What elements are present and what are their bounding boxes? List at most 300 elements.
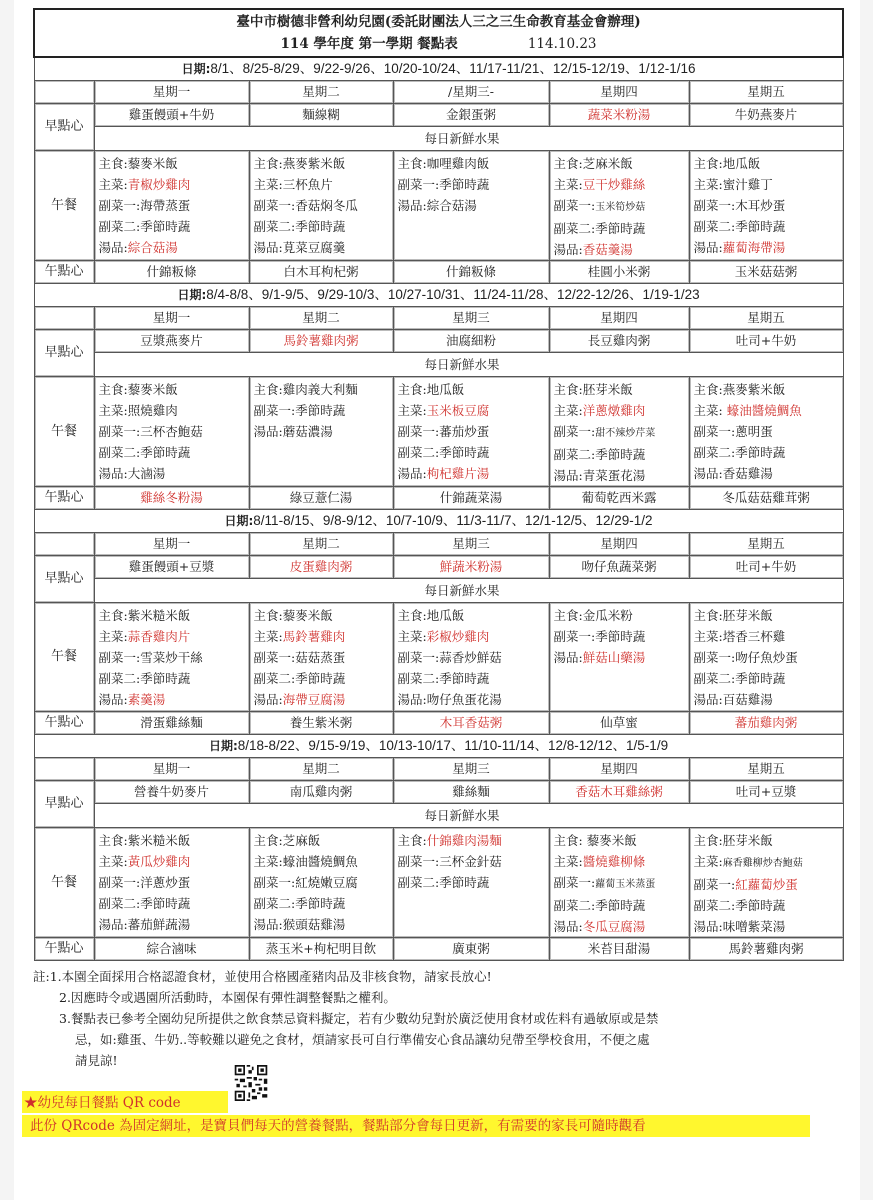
dish-name: 豆干炒雞絲 [582,177,646,192]
dish-category: 副菜一: [253,403,296,418]
dish-line [99,463,245,484]
dish-line [398,668,545,689]
dish-name: 海帶豆腐湯 [282,692,346,707]
lunch-menu [249,377,393,487]
daily-fruit: 每日新鮮水果 [94,579,843,603]
dish-category: 副菜一: [98,875,141,890]
dish-line [398,174,545,195]
dish-name: 雞肉義大利麵 [282,382,358,397]
fruit-row [34,804,843,828]
dish-category: 主食: [553,833,583,848]
dish-name: 雪菜炒干絲 [140,650,203,665]
dish-name: 味噌紫菜湯 [722,919,786,934]
snack-row [34,261,843,284]
breakfast-label: 早點心 [34,330,94,377]
dish-name: 馬鈴薯雞肉 [282,629,346,644]
week-date-row [34,284,843,307]
dish-line [554,851,685,872]
weekday-header: 星期四 [549,81,689,104]
dish-category: 主菜: [98,177,128,192]
dish-line [554,605,685,626]
dish-line [254,379,389,400]
lunch-row [34,151,843,261]
dish-name: 蔥明蛋 [735,424,773,439]
date-ranges: 8/1、8/25-8/29、9/22-9/26、10/20-10/24、11/17-11/21、12/15-12/19、1/12-1/16 [210,61,696,76]
corner-cell [34,533,94,556]
dish-name: 地瓜飯 [426,382,465,397]
dish-category: 副菜一: [553,875,596,890]
dish-category: 湯品: [98,466,128,481]
dish-line [694,874,839,895]
dish-name: 木耳炒蛋 [735,198,786,213]
breakfast-item: 麵線糊 [249,104,393,127]
dish-category: 副菜一: [397,854,440,869]
weekday-header: 星期三 [393,307,549,330]
dish-category: 湯品: [693,466,723,481]
dish-line [99,689,245,710]
dish-name: 季節時蔬 [735,671,786,686]
dish-category: 主食: [693,156,723,171]
lunch-menu [549,151,689,261]
dish-category: 主食: [253,608,283,623]
breakfast-label: 早點心 [34,781,94,828]
snack-item: 蒸玉米+枸杞明目飲 [249,938,393,961]
dish-name: 蠔油醬燒鯛魚 [282,854,358,869]
dish-category: 主菜: [98,854,128,869]
dish-category: 主食: [397,382,427,397]
dish-category: 副菜一: [98,198,141,213]
dish-name: 海帶蒸蛋 [140,198,191,213]
title-block [34,9,843,57]
breakfast-item: 雞蛋饅頭+豆漿 [94,556,249,579]
dish-category: 主菜: [693,403,723,418]
dish-name: 綜合菇湯 [127,240,178,255]
dish-category: 主食: [553,608,583,623]
dish-category: 副菜二: [693,898,736,913]
dish-category: 副菜一: [253,875,296,890]
week-date-row [34,57,843,81]
dish-name: 金瓜米粉 [582,608,633,623]
dish-name: 季節時蔬 [735,445,786,460]
weekday-header: 星期二 [249,758,393,781]
breakfast-label: 早點心 [34,556,94,603]
weekday-header: 星期二 [249,533,393,556]
dish-line [554,626,685,647]
breakfast-item: 雞蛋饅頭+牛奶 [94,104,249,127]
dish-name: 紫米糙米飯 [127,608,191,623]
daily-fruit: 每日新鮮水果 [94,804,843,828]
dish-line [254,195,389,216]
dish-line [99,668,245,689]
weekday-header: 星期三 [393,533,549,556]
notes [33,966,843,1071]
dish-line [254,851,389,872]
dish-name: 咖哩雞肉飯 [426,156,490,171]
lunch-row [34,828,843,938]
dish-line [398,379,545,400]
dish-line [694,379,839,400]
dish-name: 藜麥米飯 [127,156,178,171]
lunch-menu [249,828,393,938]
dish-line [694,605,839,626]
lunch-menu [94,828,249,938]
dish-name: 季節時蔬 [295,896,346,911]
qr-code[interactable] [233,1063,269,1103]
snack-item: 綠豆薏仁湯 [249,487,393,510]
dish-category: 副菜一: [397,424,440,439]
dish-name: 蠔油醬燒鯛魚 [722,403,802,418]
lunch-menu [249,151,393,261]
dish-category: 主菜: [253,629,283,644]
dish-line [554,195,685,218]
snack-item: 雞絲冬粉湯 [94,487,249,510]
breakfast-item: 鮮蔬米粉湯 [393,556,549,579]
dish-name: 香菇雞湯 [722,466,773,481]
dish-line [254,914,389,935]
dish-name: 紅燒嫩豆腐 [295,875,358,890]
dish-line [99,914,245,935]
lunch-label: 午餐 [34,377,94,487]
dish-category: 副菜一: [253,650,296,665]
dish-category: 湯品: [253,917,283,932]
dish-category: 副菜二: [553,447,596,462]
dish-name: 蒜香雞肉片 [127,629,191,644]
dish-category: 主食: [397,608,427,623]
breakfast-item: 香菇木耳雞絲粥 [549,781,689,804]
dish-name: 吻仔魚蛋花湯 [426,692,502,707]
lunch-menu [393,603,549,712]
dish-line [694,216,839,237]
lunch-menu [549,828,689,938]
dish-line [554,400,685,421]
dish-line [398,400,545,421]
dish-category: 湯品: [397,692,427,707]
lunch-menu [549,603,689,712]
dish-line [554,218,685,239]
dish-line [99,647,245,668]
dish-category: 主食: [98,833,128,848]
lunch-menu [689,377,843,487]
dish-line [254,421,389,442]
weekday-header: /星期三- [393,81,549,104]
dish-name: 地瓜飯 [426,608,465,623]
snack-item: 養生紫米粥 [249,712,393,735]
weekday-header-row [34,81,843,104]
dish-line [99,442,245,463]
dish-line [254,216,389,237]
snack-item: 玉米菇菇粥 [689,261,843,284]
dish-name: 青菜蛋花湯 [582,468,646,483]
dish-line [554,153,685,174]
weekday-header: 星期五 [689,758,843,781]
dish-name: 藜麥米飯 [282,608,333,623]
lunch-menu [94,151,249,261]
dish-category: 副菜二: [693,219,736,234]
dish-category: 湯品: [693,692,723,707]
dish-category: 副菜二: [397,445,440,460]
dish-name: 季節時蔬 [140,671,191,686]
lunch-menu [393,377,549,487]
dish-line [254,626,389,647]
breakfast-item: 吐司+牛奶 [689,556,843,579]
snack-item: 冬瓜菇菇雞茸粥 [689,487,843,510]
dish-name: 三杯杏鮑菇 [140,424,203,439]
dish-name: 季節時蔬 [140,896,191,911]
dish-category: 副菜一: [397,650,440,665]
breakfast-item: 皮蛋雞肉粥 [249,556,393,579]
dish-line [554,174,685,195]
dish-line [254,668,389,689]
dish-line [694,916,839,937]
dish-line [254,689,389,710]
dish-line [254,174,389,195]
weekday-header-row [34,533,843,556]
dish-name: 季節時蔬 [439,445,490,460]
dish-category: 主食: [98,156,128,171]
breakfast-item: 吐司+豆漿 [689,781,843,804]
week-dates [34,510,843,533]
dish-line [694,668,839,689]
lunch-label: 午餐 [34,603,94,712]
dish-line [99,626,245,647]
lunch-menu [94,603,249,712]
dish-name: 彩椒炒雞肉 [426,629,490,644]
dish-category: 主食: [98,382,128,397]
snack-item: 葡萄乾西米露 [549,487,689,510]
date-ranges: 8/11-8/15、9/8-9/12、10/7-10/9、11/3-11/7、12/1-12/5、12/29-1/2 [253,513,653,528]
dish-name: 季節時蔬 [595,629,646,644]
dish-line [694,174,839,195]
dish-line [398,605,545,626]
dish-line [554,830,685,851]
dish-name: 季節時蔬 [595,898,646,913]
dish-line [694,830,839,851]
dish-line [554,647,685,668]
dish-name: 胚芽米飯 [722,608,773,623]
lunch-menu [393,828,549,938]
date-label: 日期: [208,739,238,753]
dish-category: 副菜二: [253,896,296,911]
dish-category: 主菜: [553,403,583,418]
dish-name: 大滷湯 [127,466,166,481]
dish-line [254,893,389,914]
dish-name: 季節時蔬 [295,671,346,686]
lunch-menu [689,603,843,712]
dish-name: 芝麻米飯 [582,156,633,171]
breakfast-item: 馬鈴薯雞肉粥 [249,330,393,353]
daily-fruit: 每日新鮮水果 [94,127,843,151]
dish-name: 香菇羹湯 [582,242,633,257]
dish-category: 湯品: [693,240,723,255]
dish-category: 副菜二: [253,671,296,686]
dish-name: 蘑菇濃湯 [282,424,333,439]
dish-name: 季節時蔬 [140,445,191,460]
dish-name: 季節時蔬 [735,898,786,913]
dish-line [398,195,545,216]
dish-name: 季節時蔬 [140,219,191,234]
dish-line [254,647,389,668]
breakfast-item: 營養牛奶麥片 [94,781,249,804]
dish-name: 季節時蔬 [735,219,786,234]
dish-category: 主食: [253,382,283,397]
fruit-row [34,579,843,603]
breakfast-item: 南瓜雞肉粥 [249,781,393,804]
dish-line [99,830,245,851]
dish-category: 副菜一: [98,424,141,439]
weekday-header: 星期四 [549,758,689,781]
weekday-header: 星期三 [393,758,549,781]
breakfast-item: 吻仔魚蔬菜粥 [549,556,689,579]
breakfast-item: 牛奶燕麥片 [689,104,843,127]
term-title: 114 學年度 第一學期 餐點表 [280,36,458,52]
dish-line [398,626,545,647]
dish-category: 湯品: [98,692,128,707]
dish-line [554,444,685,465]
dish-name: 冬瓜豆腐湯 [582,919,646,934]
dish-line [398,442,545,463]
dish-line [398,689,545,710]
corner-cell [34,81,94,104]
dish-category: 副菜二: [98,219,141,234]
dish-name: 百菇雞湯 [722,692,773,707]
dish-line [694,400,839,421]
lunch-row [34,377,843,487]
dish-category: 湯品: [253,424,283,439]
dish-category: 湯品: [253,240,283,255]
dish-category: 副菜一: [397,177,440,192]
breakfast-item: 豆漿燕麥片 [94,330,249,353]
dish-name: 玉米板豆腐 [426,403,490,418]
dish-name: 莧菜豆腐羹 [282,240,346,255]
note-1: 註:1.本園全面採用合格認證食材，並使用合格國產豬肉品及非核食物，請家長放心! [33,969,492,984]
dish-category: 主菜: [553,177,583,192]
snack-label: 午點心 [34,487,94,510]
weekday-header-row [34,307,843,330]
dish-line [694,463,839,484]
weekday-header: 星期四 [549,533,689,556]
dish-category: 副菜一: [553,629,596,644]
dish-category: 主菜: [397,629,427,644]
dish-name: 蘿蔔海帶湯 [722,240,786,255]
dish-name: 季節時蔬 [595,447,646,462]
note-3: 3.餐點表已參考全園幼兒所提供之飲食禁忌資料擬定，若有少數幼兒對於廣泛使用食材或佐料有過敏原或是禁 [59,1011,659,1026]
breakfast-item: 吐司+牛奶 [689,330,843,353]
dish-name: 洋蔥炒蛋 [140,875,191,890]
weekday-header: 星期一 [94,533,249,556]
dish-category: 湯品: [98,917,128,932]
dish-category: 主食: [693,382,723,397]
breakfast-item: 雞絲麵 [393,781,549,804]
dish-category: 副菜二: [553,221,596,236]
dish-category: 主食: [693,833,723,848]
dish-name: 猴頭菇雞湯 [282,917,346,932]
lunch-menu [249,603,393,712]
dish-line [99,421,245,442]
dish-line [99,216,245,237]
dish-category: 湯品: [553,919,583,934]
snack-item: 滑蛋雞絲麵 [94,712,249,735]
dish-name: 紅蘿蔔炒蛋 [735,877,798,892]
dish-category: 副菜二: [253,219,296,234]
date-label: 日期: [224,514,254,528]
dish-name: 蜜汁雞丁 [722,177,773,192]
note-2: 2.因應時令或遇園所活動時，本園保有彈性調整餐點之權利。 [59,990,396,1005]
lunch-label: 午餐 [34,828,94,938]
snack-item: 蕃茄雞肉粥 [689,712,843,735]
dish-category: 主食: [553,382,583,397]
weekday-header: 星期五 [689,81,843,104]
dish-line [254,605,389,626]
dish-line [99,379,245,400]
weekday-header: 星期四 [549,307,689,330]
dish-name: 藜麥米飯 [127,382,178,397]
week-date-row [34,510,843,533]
dish-category: 主菜: [98,403,128,418]
dish-category: 湯品: [553,650,583,665]
dish-category: 副菜一: [98,650,141,665]
dish-category: 主食: [397,156,427,171]
lunch-menu [393,151,549,261]
week-date-row [34,735,843,758]
dish-name: 塔香三杯雞 [722,629,786,644]
dish-category: 主菜: [253,854,283,869]
dish-category: 主菜: [253,177,283,192]
dish-line [694,895,839,916]
dish-category: 主菜: [397,403,427,418]
weekday-header: 星期五 [689,307,843,330]
snack-item: 什錦蔬菜湯 [393,487,549,510]
dish-category: 主食: [98,608,128,623]
dish-category: 湯品: [553,468,583,483]
dish-category: 主食: [397,833,427,848]
dish-line [554,916,685,937]
dish-category: 副菜二: [693,445,736,460]
dish-line [254,400,389,421]
weekday-header: 星期一 [94,307,249,330]
dish-category: 湯品: [693,919,723,934]
dish-category: 湯品: [397,466,427,481]
dish-name: 香菇焖冬瓜 [295,198,358,213]
dish-category: 主食: [553,156,583,171]
dish-name: 吻仔魚炒蛋 [735,650,798,665]
dish-name: 芝麻飯 [282,833,321,848]
dish-line [398,647,545,668]
date-ranges: 8/4-8/8、9/1-9/5、9/29-10/3、10/27-10/31、11/24-11/28、12/22-12/26、1/19-1/23 [206,287,700,302]
dish-line [99,872,245,893]
dish-line [694,153,839,174]
snack-item: 米苔目甜湯 [549,938,689,961]
snack-item: 木耳香菇粥 [393,712,549,735]
dish-line [254,153,389,174]
dish-name: 蒜香炒鮮菇 [439,650,502,665]
dish-category: 主菜: [693,629,723,644]
snack-item: 桂圓小米粥 [549,261,689,284]
snack-label: 午點心 [34,712,94,735]
date-label: 日期: [177,288,207,302]
dish-line [694,626,839,647]
breakfast-item: 蔬菜米粉湯 [549,104,689,127]
lunch-menu [689,151,843,261]
dish-name: 蕃茄炒蛋 [439,424,490,439]
dish-line [99,237,245,258]
dish-line [554,421,685,444]
dish-line [254,237,389,258]
week-dates [34,57,843,81]
dish-name: 鮮菇山藥湯 [582,650,646,665]
dish-category: 主菜: [693,854,723,869]
dish-category: 副菜一: [253,198,296,213]
dish-line [99,851,245,872]
